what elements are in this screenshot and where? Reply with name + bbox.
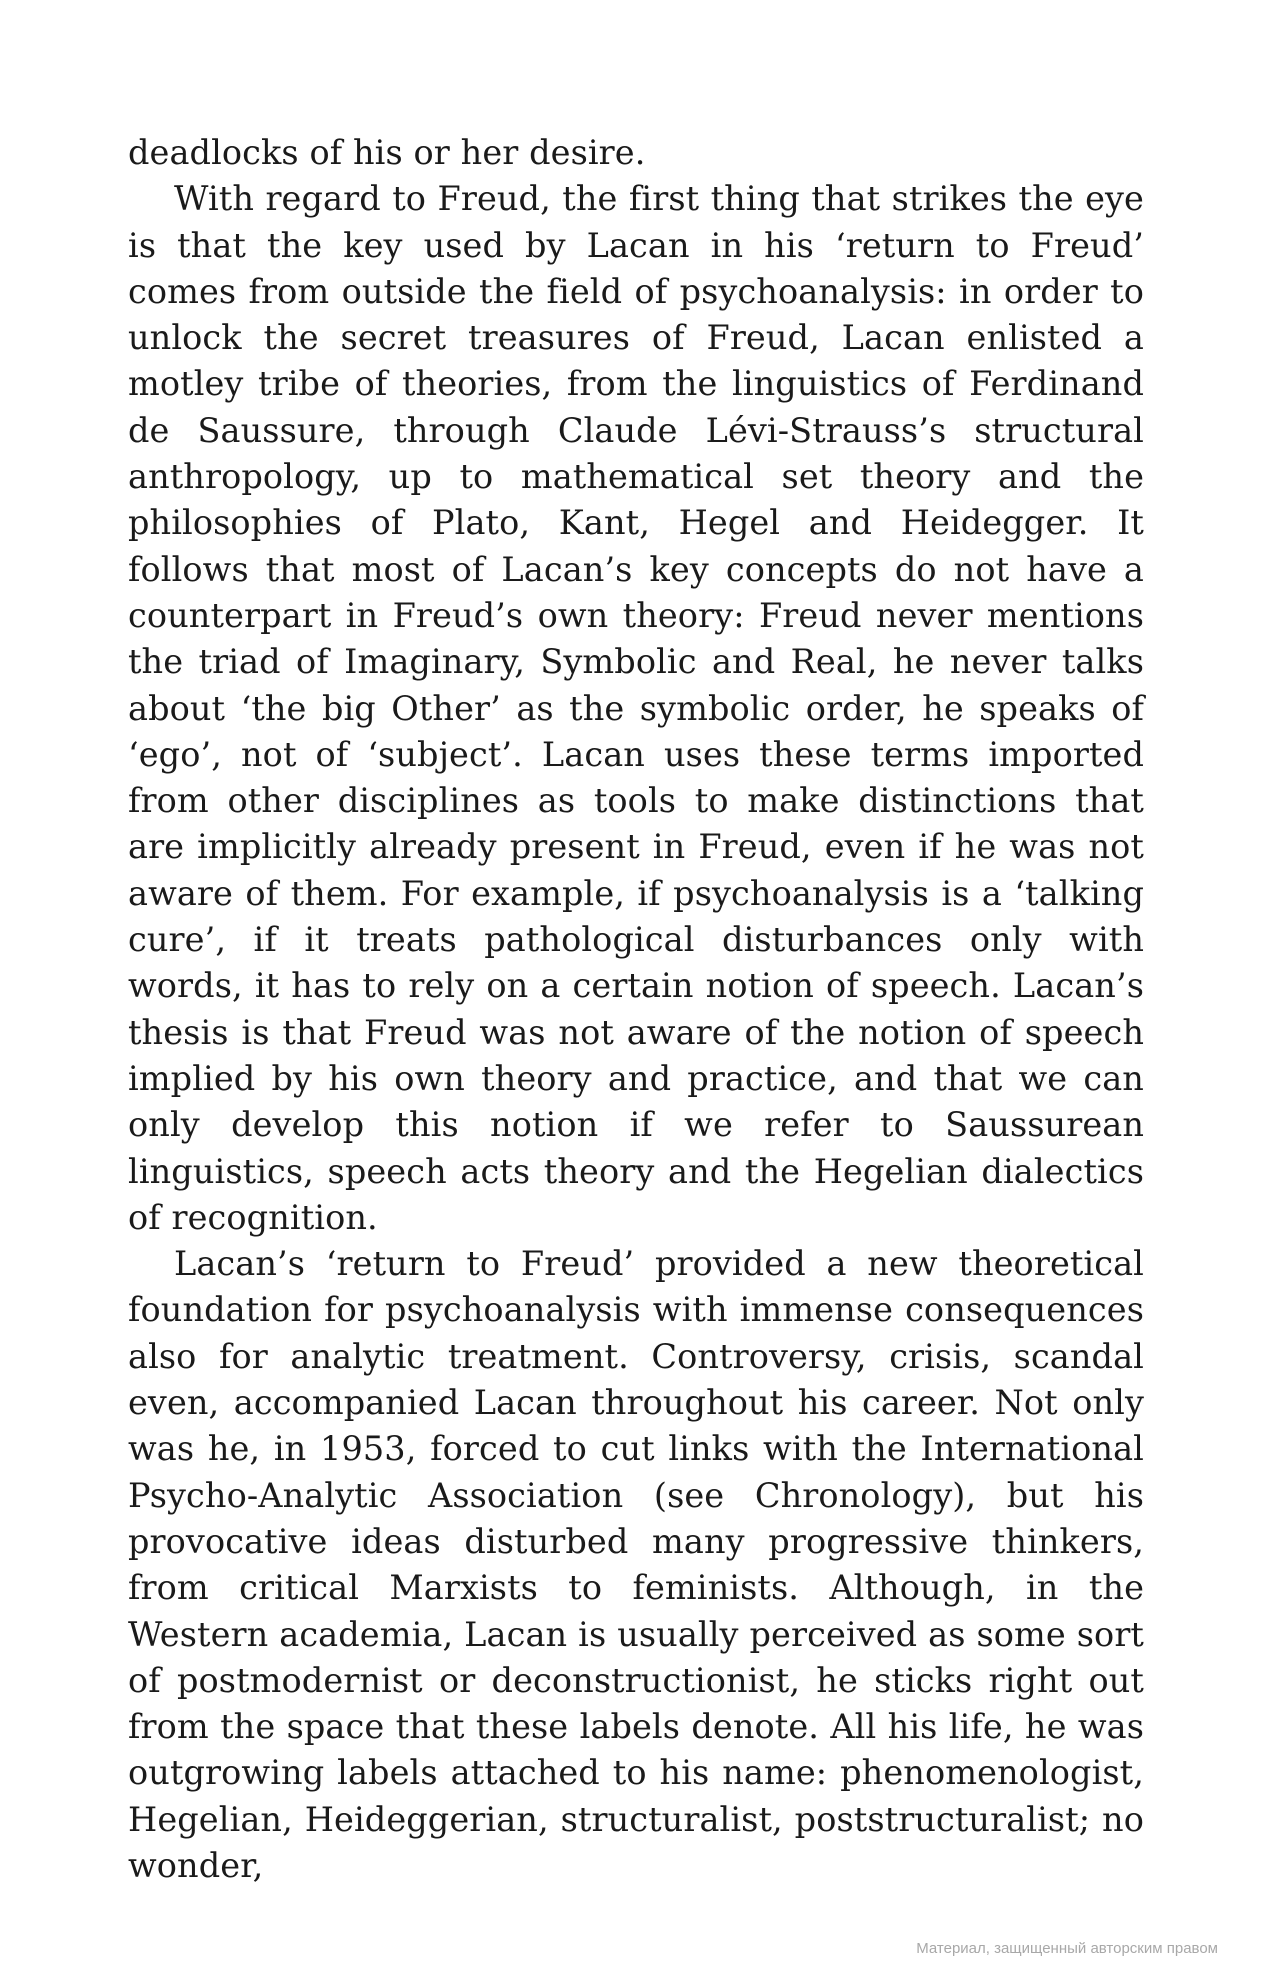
paragraph-controversy: Lacan’s ‘return to Freud’ provided a new theoretical foundation for psychoanalysis with immense consequences also for analytic treatment. Controversy, crisis, scandal even, accompanied Lacan throughout his career. Not only was he, in 1953, forced to cut links with the International Psycho-Analytic Association (see Chronology), but his provocative ideas disturbed many progressive thinkers, from critical Marxists to feminists. Although, in the Western academia, Lacan is usually perceived as some sort of postmodernist or deconstructionist, he sticks right out from the space that these labels denote. All his life, he was outgrowing labels attached to his name: phenomenologist, Hegelian, Heideggerian, structuralist, poststructuralist; no wonder, (128, 1244, 1144, 1885)
paragraph-continuation: deadlocks of his or her desire. (128, 133, 646, 172)
copyright-watermark: Материал, защищенный авторским правом (916, 1940, 1218, 1957)
page-body (128, 130, 1144, 1889)
paragraph-return-to-freud: With regard to Freud, the first thing that strikes the eye is that the key used by Lacan in his ‘return to Freud’ comes from outside the field of psychoanalysis: in order to unlock the secret treasures of Freud, Lacan enlisted a motley tribe of theories, from the linguistics of Ferdinand de Saussure, through Claude Lévi-Strauss’s structural anthropology, up to mathematical set theory and the philosophies of Plato, Kant, Hegel and Heidegger. It follows that most of Lacan’s key concepts do not have a counterpart in Freud’s own theory: Freud never mentions the triad of Imaginary, Symbolic and Real, he never talks about ‘the big Other’ as the symbolic order, he speaks of ‘ego’, not of ‘subject’. Lacan uses these terms imported from other disciplines as tools to make distinctions that are implicitly already present in Freud, even if he was not aware of them. For example, if psychoanalysis is a ‘talking cure’, if it treats pathological disturbances only with words, it has to rely on a certain notion of speech. Lacan’s thesis is that Freud was not aware of the notion of speech implied by his own theory and practice, and that we can only develop this notion if we refer to Saussurean linguistics, speech acts theory and the Hegelian dialectics of recognition. (128, 179, 1144, 1237)
